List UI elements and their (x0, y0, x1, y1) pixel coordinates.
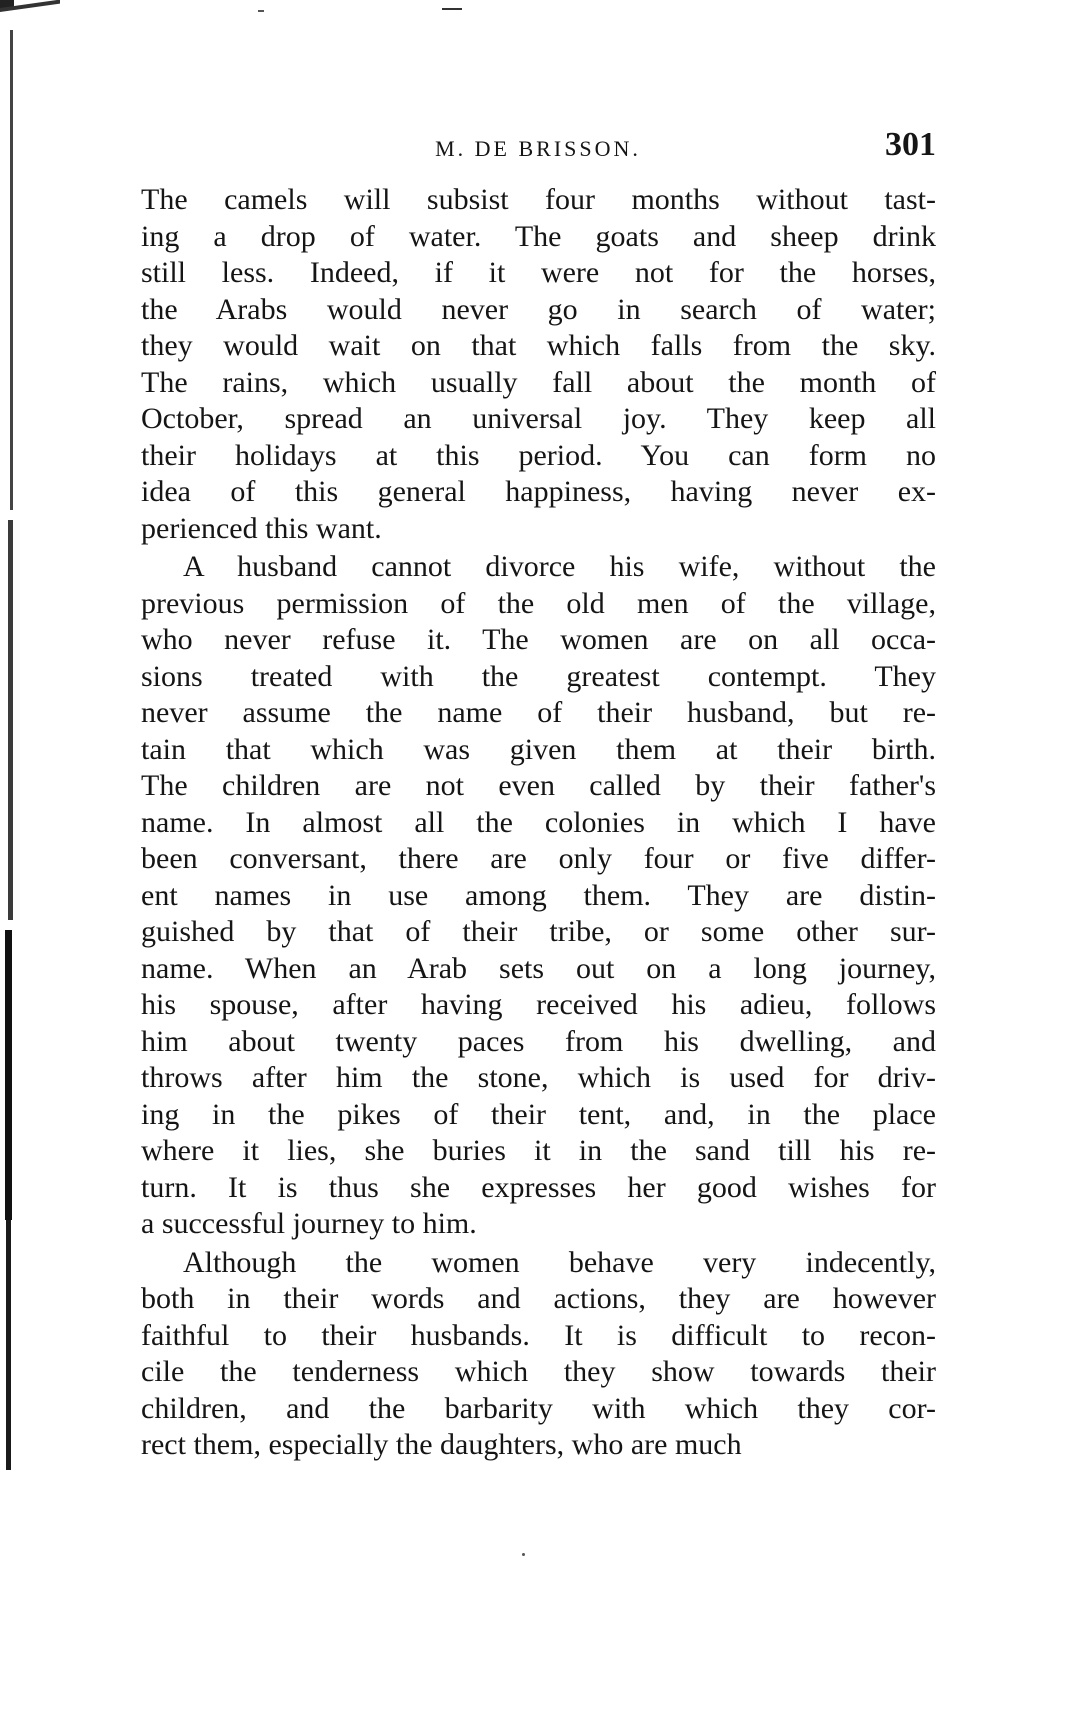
text-line: the Arabs would never go in search of water; (141, 292, 936, 326)
text-line: where it lies, she buries it in the sand till his re- (141, 1134, 936, 1167)
text-line: throws after him the stone, which is used for driv- (141, 1061, 936, 1094)
scan-speck (522, 1553, 525, 1556)
text-line: never assume the name of their husband, but re- (141, 696, 936, 729)
paragraph (141, 549, 936, 1243)
text-line: A husband cannot divorce his wife, without the (183, 550, 936, 583)
text-line: who never refuse it. The women are on all occa- (141, 623, 936, 656)
text-line: The rains, which usually fall about the month of (141, 365, 936, 399)
gutter-edge-line (6, 1220, 11, 1470)
text-line: tain that which was given them at their birth. (141, 732, 936, 766)
top-scan-mark (442, 8, 462, 10)
text-line: The camels will subsist four months without tast- (141, 183, 936, 216)
text-line: both in their words and actions, they are however (141, 1282, 936, 1315)
text-line: ent names in use among them. They are distin- (141, 878, 936, 912)
text-line: ing a drop of water. The goats and sheep drink (141, 219, 936, 253)
page-header (140, 126, 936, 170)
text-line: still less. Indeed, if it were not for the horses, (141, 256, 936, 289)
gutter-edge-line (8, 520, 13, 920)
text-line: ing in the pikes of their tent, and, in the place (141, 1097, 936, 1131)
text-line: his spouse, after having received his adieu, follows (141, 988, 936, 1021)
gutter-edge-line (5, 930, 12, 1220)
binding-gutter (0, 0, 18, 1721)
text-line: rect them, especially the daughters, who are much (141, 1428, 742, 1461)
top-scan-mark (258, 10, 264, 12)
gutter-edge-line (10, 30, 13, 510)
running-head: M. DE BRISSON. (435, 136, 641, 161)
paragraph (141, 182, 936, 547)
text-line: previous permission of the old men of the village, (141, 586, 936, 620)
text-line: been conversant, there are only four or five differ- (141, 842, 936, 875)
page-number: 301 (885, 126, 936, 163)
text-line: sions treated with the greatest contempt. They (141, 659, 936, 693)
text-line: a successful journey to him. (141, 1207, 477, 1240)
text-line: name. In almost all the colonies in which I have (141, 805, 936, 839)
text-line: cile the tenderness which they show towards their (141, 1355, 936, 1388)
text-line: turn. It is thus she expresses her good wishes for (141, 1170, 936, 1204)
text-line: him about twenty paces from his dwelling, and (141, 1024, 936, 1058)
text-line: children, and the barbarity with which they cor- (141, 1391, 936, 1425)
text-line: Although the women behave very indecently, (183, 1245, 936, 1279)
text-line: their holidays at this period. You can form no (141, 438, 936, 472)
text-line: perienced this want. (141, 511, 382, 545)
text-line: October, spread an universal joy. They keep all (141, 402, 936, 435)
text-line: The children are not even called by their father's (141, 769, 936, 802)
text-line: they would wait on that which falls from the sky. (141, 329, 936, 362)
paragraph (141, 1245, 936, 1464)
text-line: faithful to their husbands. It is difficult to recon- (141, 1318, 936, 1352)
text-line: guished by that of their tribe, or some other sur- (141, 915, 936, 948)
body-text (141, 182, 936, 1464)
text-line: idea of this general happiness, having never ex- (141, 475, 936, 508)
text-line: name. When an Arab sets out on a long journey, (141, 951, 936, 985)
